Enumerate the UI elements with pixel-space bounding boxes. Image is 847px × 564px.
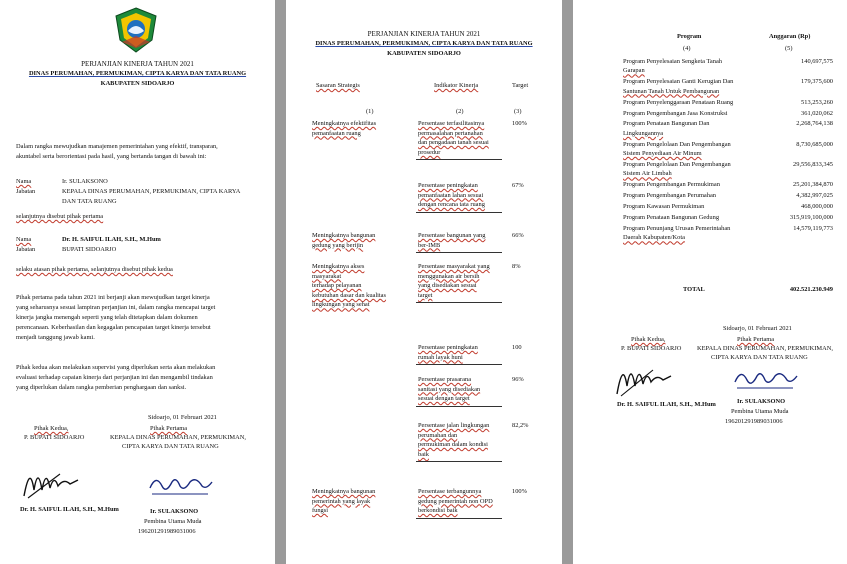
- first-party-nip: 196201291989031006: [725, 418, 783, 425]
- target-value: 66%: [512, 232, 524, 239]
- program-amount: 179,375,600: [801, 78, 833, 86]
- program-name-line: Program Pengembangan Perumahan: [623, 192, 716, 200]
- indicator-line: berkondisi baik: [418, 507, 458, 515]
- first-party-position: CIPTA KARYA DAN TATA RUANG: [711, 354, 808, 361]
- column-number: (2): [456, 108, 464, 115]
- document-page-2: [286, 0, 562, 564]
- column-number: (5): [785, 45, 793, 52]
- indicator-line: ber-IMB: [418, 241, 441, 249]
- first-party-position: KEPALA DINAS PERUMAHAN, PERMUKIMAN,: [697, 345, 833, 352]
- program-name-line: Garapan: [623, 67, 645, 75]
- target-value: 100%: [512, 488, 527, 495]
- place-date: Sidoarjo, 01 Februari 2021: [723, 325, 792, 332]
- program-name-line: Sistem Penyediaan Air Minum: [623, 150, 702, 158]
- column-header: Sasaran Strategis: [316, 82, 360, 89]
- strategic-target-line: terhadap pelayanan: [312, 282, 362, 290]
- indicator-line: Persentase jalan lingkungan: [418, 422, 490, 429]
- first-party-name: Ir. SULAKSONO: [737, 398, 786, 405]
- paragraph-line: evaluasi terhadap capaian kinerja dari perjanjian ini dan mengambil tindakan: [16, 374, 213, 381]
- first-party-label: Pihak Pertama: [737, 336, 775, 343]
- indicator-line: Persentase bangunan yang: [418, 232, 486, 239]
- party2-note: selaku atasan pihak pertama, selanjutnya disebut pihak kedua: [16, 266, 173, 273]
- indicator-line: baik: [418, 450, 430, 458]
- indicator-line: menggunakan air bersih: [418, 272, 480, 280]
- program-amount: 2,268,764,138: [796, 120, 833, 128]
- indicator-line: rumah layak huni: [418, 353, 463, 361]
- page-region: KABUPATEN SIDOARJO: [100, 80, 175, 87]
- intro-line: Dalam rangka mewujudkan manajemen pemerintahan yang efektif, transparan,: [16, 143, 218, 150]
- handwritten-signature-icon: [20, 460, 82, 502]
- party1-name-label: Nama: [16, 178, 32, 185]
- handwritten-signature-icon: [731, 364, 801, 394]
- program-name-line: Daerah Kabupaten/Kota: [623, 234, 685, 242]
- column-header: Indikator Kinerja: [434, 82, 479, 89]
- indicator-line: permukiman dalam kondisi: [418, 441, 488, 449]
- column-header: Target: [512, 82, 529, 89]
- strategic-target-line: pemanfaatan ruang: [312, 129, 361, 137]
- paragraph-line: menjadi tanggung jawab kami.: [16, 334, 95, 341]
- party2-name-label: Nama: [16, 236, 32, 243]
- page-title: PERJANJIAN KINERJA TAHUN 2021: [81, 60, 194, 68]
- indicator-line: Persentase masyarakat yang: [418, 263, 490, 270]
- second-party-label: Pihak Kedua,: [34, 425, 69, 432]
- paragraph-line: Pihak kedua akan melakukan supervisi yang diperlukan serta akan melakukan: [16, 364, 216, 371]
- first-party-nip: 196201291989031006: [138, 528, 196, 535]
- row-divider: [416, 406, 502, 407]
- second-party-name: Dr. H. SAIFUL ILAH, S.H., M.Hum: [20, 506, 119, 513]
- strategic-target-line: lingkungan yang sehat: [312, 301, 370, 309]
- program-amount: 361,020,062: [801, 109, 833, 117]
- column-number: (1): [366, 108, 374, 115]
- row-divider: [416, 461, 502, 462]
- page-region: KABUPATEN SIDOARJO: [387, 50, 461, 57]
- indicator-line: Persentase terfasilitasinya: [418, 120, 485, 127]
- indicator-line: sesuai dengan target: [418, 395, 470, 403]
- target-value: 8%: [512, 263, 521, 270]
- program-name-line: Program Pengembangan Jasa Konstruksi: [623, 109, 728, 117]
- program-name-line: Program Penataan Bangunan Dan: [623, 120, 710, 128]
- total-amount: 402.521.230.949: [789, 286, 833, 293]
- paragraph-line: Pihak pertama pada tahun 2021 ini berjanji akan mewujudkan target kinerja: [16, 294, 210, 301]
- indicator-line: perumahan dan: [418, 431, 458, 439]
- row-divider: [416, 252, 502, 253]
- party2-position-label: Jabatan: [16, 246, 36, 253]
- row-divider: [416, 302, 502, 303]
- program-amount: 25,201,384,870: [793, 181, 833, 189]
- strategic-target-line: fungsi: [312, 507, 328, 515]
- party1-position: KEPALA DINAS PERUMAHAN, PERMUKIMAN, CIPTA KARYA: [62, 188, 241, 195]
- indicator-line: Persentase terbangunnya: [418, 488, 482, 495]
- second-party-position: P. BUPATI SIDOARJO: [621, 345, 682, 352]
- strategic-target-line: gedung yang berijin: [312, 241, 364, 249]
- first-party-name: Ir. SULAKSONO: [150, 508, 199, 515]
- row-divider: [416, 364, 502, 365]
- program-name-line: Program Penataan Bangunan Gedung: [623, 214, 720, 221]
- paragraph-line: yang diperlukan dalam rangka pemberian penghargaan dan sanksi.: [16, 384, 187, 391]
- paragraph-line: perencanaan. Keberhasilan dan kegagalan pencapaian target kinerja tersebut: [16, 324, 211, 331]
- program-name-line: Program Pengembangan Permukiman: [623, 181, 720, 189]
- indicator-line: pemanfaatan lahan sesuai: [418, 191, 484, 199]
- second-party-position: P. BUPATI SIDOARJO: [24, 434, 85, 441]
- indicator-line: dengan rencana tata ruang: [418, 201, 485, 209]
- program-amount: 29,556,833,345: [793, 161, 833, 168]
- program-name-line: Santunan Tanah Untuk Pembangunan: [623, 87, 720, 95]
- first-party-label: Pihak Pertama: [150, 425, 188, 432]
- column-number: (4): [683, 45, 691, 52]
- program-name-line: Program Penyelesaian Sengketa Tanah: [623, 58, 722, 65]
- strategic-target-line: Meningkatnya bangunan: [312, 488, 376, 495]
- program-name-line: Program Penunjang Urusan Pemerintahan: [623, 224, 731, 232]
- strategic-target-line: Meningkatnya bangunan: [312, 232, 376, 239]
- program-amount: 315,919,100,000: [789, 214, 833, 221]
- indicator-line: target: [418, 291, 433, 299]
- party1-note: selanjutnya disebut pihak pertama: [16, 213, 104, 220]
- column-number: (3): [514, 108, 522, 115]
- row-divider: [416, 518, 502, 519]
- handwritten-signature-icon: [146, 470, 216, 500]
- program-amount: 4,382,997,025: [796, 192, 833, 200]
- strategic-target-line: kebutuhan dasar dan kualitas: [312, 291, 387, 299]
- party1-name: Ir. SULAKSONO: [62, 178, 108, 185]
- total-label: TOTAL: [683, 286, 705, 293]
- row-divider: [416, 212, 502, 213]
- regency-emblem-icon: [112, 6, 160, 54]
- party1-position-label: Jabatan: [16, 188, 36, 195]
- program-name-line: Program Pengelolaan Dan Pengembangan: [623, 161, 731, 168]
- program-name-line: Program Penyelenggaraan Penataan Ruang: [623, 98, 734, 106]
- strategic-target-line: pemerintah yang layak: [312, 497, 371, 505]
- indicator-line: permasalahan pertanahan: [418, 129, 483, 137]
- second-party-name: Dr. H. SAIFUL ILAH, S.H., M.Hum: [617, 401, 716, 408]
- program-name-line: Program Penyelesaian Ganti Kerugian Dan: [623, 78, 734, 86]
- column-header-budget: Anggaran (Rp): [769, 33, 811, 40]
- party2-name: Dr. H. SAIFUL ILAH, S.H., M.Hum: [62, 236, 161, 243]
- program-amount: 513,253,260: [801, 98, 833, 106]
- first-party-rank: Pembina Utama Muda: [731, 408, 789, 415]
- indicator-line: Persentase prasarana: [418, 376, 472, 383]
- indicator-line: yang disediakan sesuai: [418, 282, 477, 290]
- program-name-line: Program Pengelolaan Dan Pengembangan: [623, 140, 731, 148]
- strategic-target-line: masyarakat: [312, 272, 342, 280]
- indicator-line: Persentase peningkatan: [418, 344, 478, 351]
- target-value: 100%: [512, 120, 527, 127]
- target-value: 96%: [512, 376, 524, 383]
- first-party-position: CIPTA KARYA DAN TATA RUANG: [122, 443, 219, 450]
- target-value: 100: [512, 344, 522, 351]
- paragraph-line: yang seharusnya sesuai lampiran perjanjian ini, dalam rangka mencapai target: [16, 304, 216, 311]
- page-title: PERJANJIAN KINERJA TAHUN 2021: [367, 30, 481, 38]
- indicator-line: Persentase peningkatan: [418, 182, 478, 189]
- program-name-line: Lingkungannya: [623, 129, 664, 137]
- intro-line: akuntabel serta berorientasi pada hasil, yang bertanda tangan di bawah ini:: [16, 153, 207, 160]
- program-amount: 468,000,000: [801, 203, 833, 211]
- paragraph-line: kinerja jangka menengah seperti yang telah ditetapkan dalam dokumen: [16, 314, 198, 321]
- indicator-line: gedung pemerintah non OPD: [418, 497, 493, 505]
- party2-position: BUPATI SIDOARJO: [62, 246, 117, 253]
- document-page-1: [0, 0, 275, 564]
- page-subtitle: DINAS PERUMAHAN, PERMUKIMAN, CIPTA KARYA DAN TATA RUANG: [28, 70, 247, 77]
- first-party-position: KEPALA DINAS PERUMAHAN, PERMUKIMAN,: [110, 434, 246, 441]
- row-divider: [416, 159, 502, 160]
- target-value: 82,2%: [512, 422, 529, 429]
- indicator-line: sanitasi yang disediakan: [418, 385, 481, 393]
- program-name-line: Program Kawasan Permukiman: [623, 203, 705, 211]
- program-name-line: Sistem Air Limbah: [623, 170, 672, 178]
- place-date: Sidoarjo, 01 Februari 2021: [148, 414, 217, 421]
- first-party-rank: Pembina Utama Muda: [144, 518, 202, 525]
- program-amount: 14,579,119,773: [793, 224, 833, 232]
- page-subtitle: DINAS PERUMAHAN, PERMUKIMAN, CIPTA KARYA DAN TATA RUANG: [315, 40, 533, 47]
- program-amount: 8,730,685,000: [796, 140, 833, 148]
- program-amount: 140,697,575: [801, 58, 833, 65]
- strategic-target-line: Meningkatnya efektifitas: [312, 120, 377, 127]
- indicator-line: prosedur: [418, 148, 441, 156]
- target-value: 67%: [512, 182, 524, 189]
- document-page-3: [573, 0, 847, 564]
- indicator-line: dan pengadaan tanah sesuai: [418, 139, 489, 147]
- column-header-program: Program: [677, 33, 702, 40]
- handwritten-signature-icon: [613, 356, 675, 400]
- strategic-target-line: Meningkatnya akses: [312, 263, 365, 270]
- party1-position: DAN TATA RUANG: [62, 198, 117, 205]
- second-party-label: Pihak Kedua,: [631, 336, 666, 343]
